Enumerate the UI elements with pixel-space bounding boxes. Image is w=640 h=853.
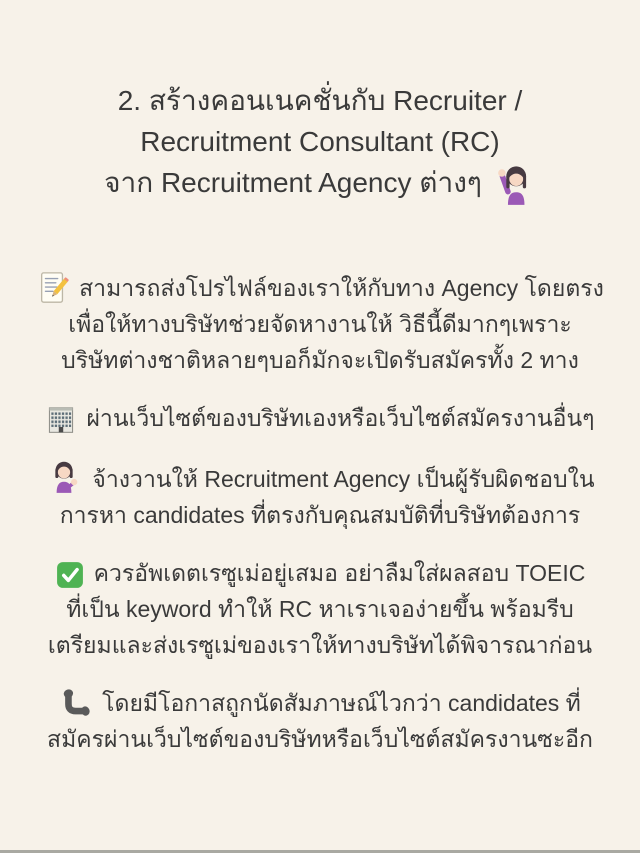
bullet-line xyxy=(0,270,640,306)
bullet-text: จ้างวานให้ Recruitment Agency เป็นผู้รับผิดชอบใน xyxy=(92,466,595,492)
title-line-3-text: จาก Recruitment Agency ต่างๆ xyxy=(104,167,482,198)
bullet-line: ที่เป็น keyword ทำให้ RC หาเราเจอง่ายขึ้น พร้อมรีบ xyxy=(66,596,574,622)
title-line-2: Recruitment Consultant (RC) xyxy=(140,126,500,157)
memo-icon xyxy=(36,271,70,305)
bullet-line xyxy=(0,400,640,436)
bullet-line: เตรียมและส่งเรซูเม่ของเราให้ทางบริษัทได้พิจารณาก่อน xyxy=(47,632,593,658)
bullet-line: สมัครผ่านเว็บไซต์ของบริษัทหรือเว็บไซต์สมัครงานซะอีก xyxy=(47,726,593,752)
tips-list xyxy=(0,270,640,757)
bullet-update-resume xyxy=(0,555,640,663)
check-mark-icon xyxy=(55,560,85,590)
bullet-text: สามารถส่งโปรไฟล์ของเราให้กับทาง Agency โดยตรง xyxy=(79,275,604,301)
woman-raising-hand-icon xyxy=(492,162,536,206)
bullet-agency-responsible xyxy=(0,458,640,533)
bullet-line xyxy=(0,555,640,591)
bullet-line: เพื่อให้ทางบริษัทช่วยจัดหางานให้ วิธีนี้ดีมากๆเพราะ xyxy=(68,311,572,337)
bullet-line xyxy=(0,685,640,721)
title-line-3 xyxy=(0,162,640,206)
bullet-line: การหา candidates ที่ตรงกับคุณสมบัติที่บริษัทต้องการ xyxy=(59,502,581,528)
page-title xyxy=(0,0,640,206)
bullet-company-website xyxy=(0,400,640,436)
title-line-1: 2. สร้างคอนเนคชั่นกับ Recruiter / xyxy=(117,85,523,116)
bullet-profile xyxy=(0,270,640,378)
bullet-text: ควรอัพเดตเรซูเม่อยู่เสมอ อย่าลืมใส่ผลสอบ TOEIC xyxy=(93,560,586,586)
bullet-text: โดยมีโอกาสถูกนัดสัมภาษณ์ไวกว่า candidates ที่ xyxy=(102,690,581,716)
bullet-line: บริษัทต่างชาติหลายๆบอก็มักจะเปิดรับสมัครทั้ง 2 ทาง xyxy=(61,347,579,373)
bullet-text: ผ่านเว็บไซต์ของบริษัทเองหรือเว็บไซต์สมัครงานอื่นๆ xyxy=(86,405,595,431)
telephone-receiver-icon xyxy=(59,686,93,720)
woman-tipping-hand-icon xyxy=(45,458,83,496)
office-building-icon xyxy=(45,403,77,435)
bullet-line xyxy=(0,458,640,497)
bullet-interview-faster xyxy=(0,685,640,757)
